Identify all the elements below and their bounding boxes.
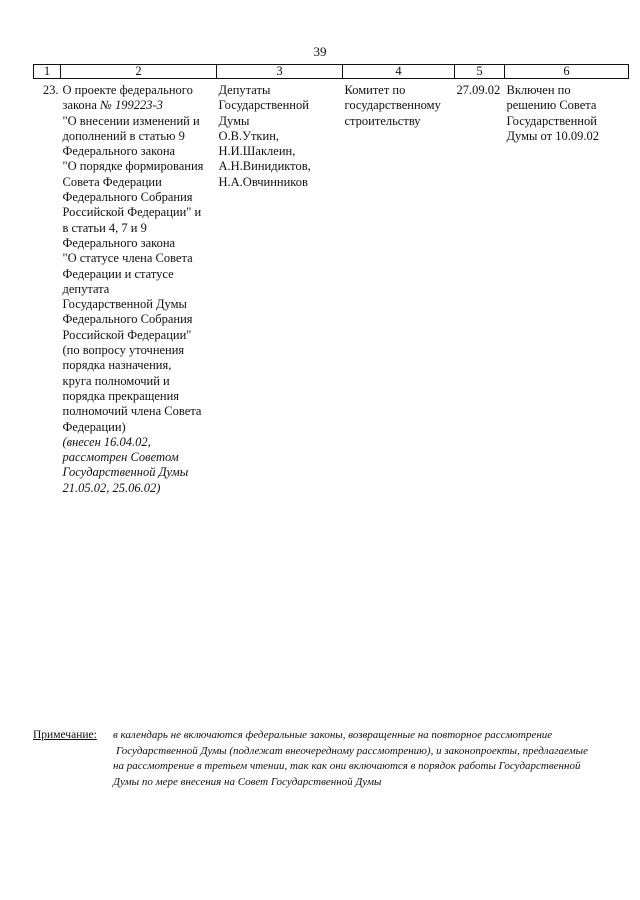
submission-note-line: Государственной Думы bbox=[62, 465, 189, 480]
title-line: порядка прекращения bbox=[62, 388, 180, 403]
title-line: полномочий члена Совета bbox=[62, 404, 202, 419]
authors-line: Государственной bbox=[218, 98, 309, 113]
column-header-5: 5 bbox=[455, 65, 505, 79]
committee-line: Комитет по bbox=[344, 83, 406, 97]
title-line: "О порядке формирования bbox=[62, 159, 204, 174]
authors-line: А.Н.Винидиктов, bbox=[218, 159, 311, 174]
bill-number: № 199223-3 bbox=[100, 98, 163, 113]
column-header-2: 2 bbox=[61, 65, 217, 79]
note-line: в календарь не включаются федеральные законы, возвращенные на повторное рассмотрение bbox=[113, 729, 553, 741]
note-line: Государственной Думы (подлежат внеочередному рассмотрению), и законопроекты, предлагаемые bbox=[116, 744, 588, 757]
status-line: решению Совета bbox=[506, 98, 597, 113]
title-line: Федерального закона bbox=[62, 144, 176, 159]
title-line: депутата bbox=[62, 281, 110, 296]
scheduled-date: 27.09.02 bbox=[456, 83, 501, 97]
note-line: Думы по мере внесения на Совет Государственной Думы bbox=[113, 775, 382, 788]
authors-line: О.В.Уткин, bbox=[218, 128, 280, 143]
title-line: Федерального Собрания bbox=[62, 190, 193, 205]
title-line: "О внесении изменений и bbox=[62, 113, 200, 128]
title-line: Российской Федерации" и bbox=[62, 205, 202, 220]
title-line: Российской Федерации" bbox=[62, 327, 192, 342]
authors-line: Депутаты bbox=[218, 83, 271, 97]
title-line: Совета Федерации bbox=[62, 174, 162, 189]
bill-authors bbox=[217, 79, 343, 497]
title-line: порядка назначения, bbox=[62, 358, 172, 373]
page-number: 39 bbox=[313, 44, 327, 59]
submission-note-line: (внесен 16.04.02, bbox=[62, 434, 151, 449]
column-header-4: 4 bbox=[343, 65, 455, 79]
title-line: дополнений в статью 9 bbox=[62, 128, 185, 143]
title-line: "О статусе члена Совета bbox=[62, 251, 193, 266]
committee-line: государственному bbox=[344, 98, 441, 113]
row-number: 23. bbox=[42, 83, 59, 97]
responsible-committee bbox=[343, 79, 455, 497]
bill-title bbox=[61, 79, 217, 497]
title-line: Государственной Думы bbox=[62, 297, 187, 312]
note-text bbox=[113, 728, 633, 790]
inclusion-status bbox=[505, 79, 629, 497]
status-line: Включен по bbox=[506, 83, 571, 97]
status-line: Государственной bbox=[506, 113, 597, 128]
column-header-6: 6 bbox=[505, 65, 629, 79]
authors-line: Н.И.Шаклеин, bbox=[218, 144, 296, 159]
bill-number-prefix: закона bbox=[62, 98, 101, 113]
title-line: О проекте федерального bbox=[62, 83, 193, 97]
submission-note-line: 21.05.02, 25.06.02) bbox=[62, 480, 161, 495]
title-line: Федерального закона bbox=[62, 235, 176, 250]
authors-line: Думы bbox=[218, 113, 250, 128]
table-row bbox=[34, 79, 629, 497]
status-line: Думы от 10.09.02 bbox=[506, 128, 599, 143]
title-line: (по вопросу уточнения bbox=[62, 343, 185, 358]
title-line: круга полномочий и bbox=[62, 373, 170, 388]
title-line: в статьи 4, 7 и 9 bbox=[62, 220, 147, 235]
committee-line: строительству bbox=[344, 113, 421, 128]
submission-note-line: рассмотрен Советом bbox=[62, 450, 179, 465]
column-header-3: 3 bbox=[217, 65, 343, 79]
note-line: на рассмотрение в третьем чтении, так как они включаются в порядок работы Государственной bbox=[113, 760, 581, 772]
header-row bbox=[34, 65, 629, 79]
title-line: Федерального Собрания bbox=[62, 312, 193, 327]
title-line: Федерации и статусе bbox=[62, 266, 174, 281]
title-line-bill-number bbox=[63, 98, 215, 113]
authors-line: Н.А.Овчинников bbox=[218, 174, 308, 189]
title-line: Федерации) bbox=[62, 419, 126, 434]
agenda-table bbox=[33, 64, 629, 496]
column-header-1: 1 bbox=[34, 65, 61, 79]
note-label: Примечание: bbox=[33, 729, 97, 741]
